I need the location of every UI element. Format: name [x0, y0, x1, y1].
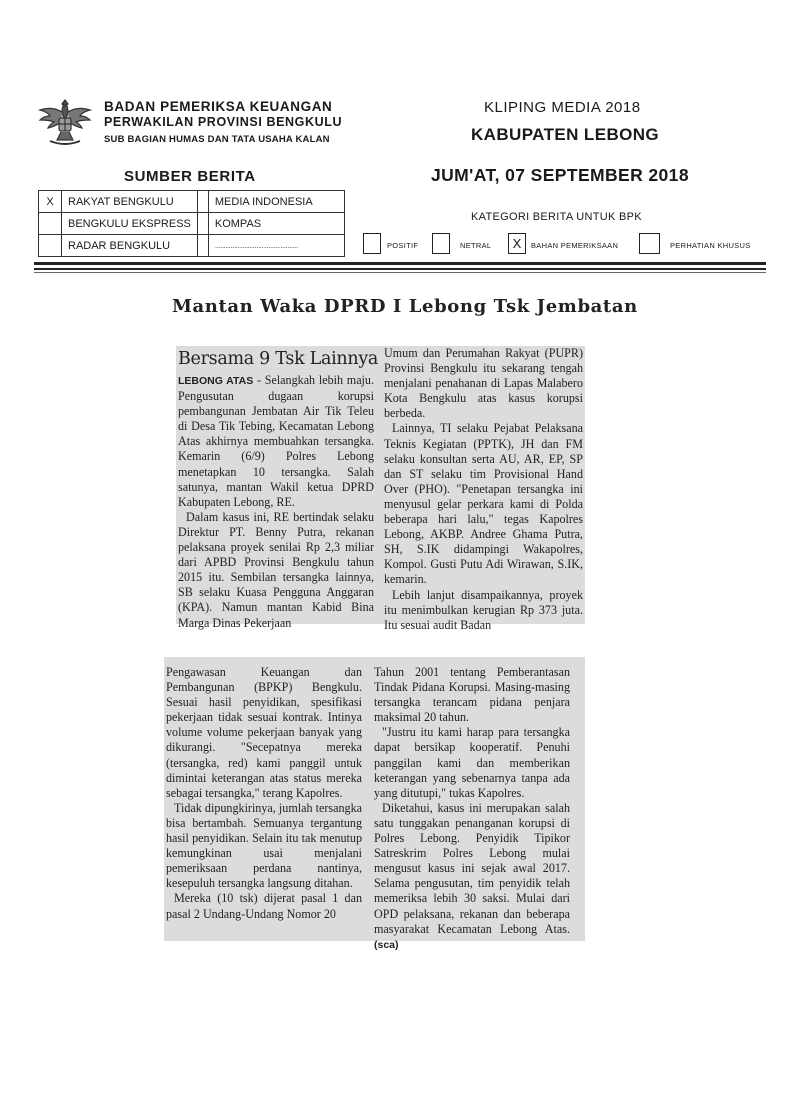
source-name: MEDIA INDONESIA	[208, 191, 344, 213]
source-checkbox: X	[39, 191, 62, 213]
article-column	[374, 665, 570, 953]
article-paragraph: Lainnya, TI selaku Pejabat Pelaksana Teknis Kegiatan (PPTK), JH dan FM selaku konsultan serta AU, AR, EP, SP dan ST selaku tim Provisional Hand Over (PHO). "Penetapan tersangka ini menyusul gelar perkara kami di Polda beberapa hari lalu," tegas Kapolres Lebong, AKBP. Andree Ghama Putra, SH, S.IK didampingi Wakapolres, Kompol. Gusti Putu Adi Wirawan, S.IK, kemarin.	[384, 421, 583, 587]
article-paragraph: Lebih lanjut disampaikannya, proyek itu menimbulkan kerugian Rp 373 juta. Itu sesuai audit Badan	[384, 587, 583, 632]
article-column	[166, 665, 362, 922]
article-paragraph: Umum dan Perumahan Rakyat (PUPR) Provinsi Bengkulu itu sekarang tengah menjalani penahanan di Lapas Malabero Kota Bengkulu atas kasus korupsi berbeda.	[384, 346, 583, 421]
source-checkbox	[39, 235, 62, 257]
source-checkbox	[197, 213, 208, 235]
category-label: POSITIF	[387, 241, 419, 250]
source-name: RAKYAT BENGKULU	[62, 191, 198, 213]
source-checkbox	[39, 213, 62, 235]
article-paragraph: Tidak dipungkirinya, jumlah tersangka bisa bertambah. Semuanya tergantung hasil penyidikan. Selain itu tak menutup kemungkinan usai menjalani pemeriksaan perdana nantinya, kesepuluh tersangka langsung ditahan.	[166, 800, 362, 891]
category-checkbox-netral	[432, 233, 450, 254]
article-headline: Mantan Waka DPRD I Lebong Tsk Jembatan	[172, 296, 638, 317]
category-checkbox-positif	[363, 233, 381, 254]
table-row	[39, 213, 345, 235]
article-paragraph: Pengawasan Keuangan dan Pembangunan (BPKP) Bengkulu. Sesuai hasil penyidikan, spesifikasi pekerjaan tidak sesuai kontrak. Intinya volume volume pekerjaan banyak yang dikurangi. "Secepatnya mereka (tersangka, red) kami panggil untuk dimintai keterangan atas status mereka sebagai tersangka," terang Kapolres.	[166, 665, 362, 800]
category-checkbox-perhatian-khusus	[639, 233, 660, 254]
article-column	[384, 346, 583, 633]
divider	[34, 262, 766, 265]
category-checkbox-bahan-pemeriksaan: X	[508, 233, 526, 254]
source-checkbox	[197, 235, 208, 257]
source-checkbox	[197, 191, 208, 213]
regency-title: KABUPATEN LEBONG	[471, 125, 660, 144]
org-subdivision: SUB BAGIAN HUMAS DAN TATA USAHA KALAN	[104, 134, 330, 145]
source-table	[38, 190, 345, 257]
clipping-date: JUM'AT, 07 SEPTEMBER 2018	[431, 165, 689, 185]
garuda-emblem-logo	[34, 94, 96, 152]
article-paragraph: LEBONG ATAS - Selangkah lebih maju. Pengusutan dugaan korupsi pembangunan Jembatan Air Tik Teleu di Desa Tik Tebing, Kecamatan Lebong Atas akhirnya membuahkan tersangka. Kemarin (6/9) Polres Lebong menetapkan 10 tersangka. Salah satunya, mantan Wakil ketua DPRD Kabupaten Lebong, RE.	[178, 373, 374, 509]
article-paragraph: Dalam kasus ini, RE bertindak selaku Direktur PT. Benny Putra, rekanan pelaksana proyek senilai Rp 2,3 miliar dari APBD Provinsi Bengkulu tahun 2015 itu. Sembilan tersangka lainnya, SB selaku Kuasa Pengguna Anggaran (KPA). Namun mantan Kabid Bina Marga Dinas Pekerjaan	[178, 509, 374, 630]
news-clipping-top	[176, 346, 585, 632]
org-branch: PERWAKILAN PROVINSI BENGKULU	[104, 115, 343, 129]
category-title: KATEGORI BERITA UNTUK BPK	[471, 211, 642, 223]
table-row	[39, 235, 345, 257]
source-name: KOMPAS	[208, 213, 344, 235]
source-title: SUMBER BERITA	[124, 168, 256, 185]
divider	[34, 272, 766, 273]
author-signoff: (sca)	[374, 938, 399, 951]
clipping-title: KLIPING MEDIA 2018	[484, 99, 641, 116]
org-name: BADAN PEMERIKSA KEUANGAN	[104, 99, 333, 114]
category-label: BAHAN PEMERIKSAAN	[531, 241, 619, 250]
table-row	[39, 191, 345, 213]
source-name: BENGKULU EKSPRESS	[62, 213, 198, 235]
divider	[34, 268, 766, 270]
article-paragraph: Tahun 2001 tentang Pemberantasan Tindak Pidana Korupsi. Masing-masing tersangka terancam pidana penjara maksimal 20 tahun.	[374, 665, 570, 725]
category-label: PERHATIAN KHUSUS	[670, 241, 751, 250]
news-clipping-bottom	[164, 657, 585, 951]
article-paragraph: Diketahui, kasus ini merupakan salah satu tunggakan penanganan korupsi di Polres Lebong. Penyidik Tipikor Satreskrim Polres Lebong mulai mengusut kasus ini sejak awal 2017. Selama pengusutan, tim penyidik telah memeriksa lebih 30 saksi. Mulai dari OPD pelaksana, rekanan dan beberapa masyarakat Kecamatan Lebong Atas.(sca)	[374, 800, 570, 951]
dateline: LEBONG ATAS	[178, 375, 254, 387]
article-paragraph: Mereka (10 tsk) dijerat pasal 1 dan pasal 2 Undang-Undang Nomor 20	[166, 891, 362, 921]
source-name: RADAR BENGKULU	[62, 235, 198, 257]
article-paragraph: "Justru itu kami harap para tersangka dapat bersikap kooperatif. Penuhi panggilan kami dan memberikan keterangan yang sebenarnya tanpa ada yang ditutupi," tukas Kapolres.	[374, 725, 570, 800]
category-label: NETRAL	[460, 241, 492, 250]
article-column	[178, 346, 379, 631]
article-subheading: Bersama 9 Tsk Lainnya	[178, 349, 379, 369]
source-name-blank: ................................................	[208, 235, 344, 257]
